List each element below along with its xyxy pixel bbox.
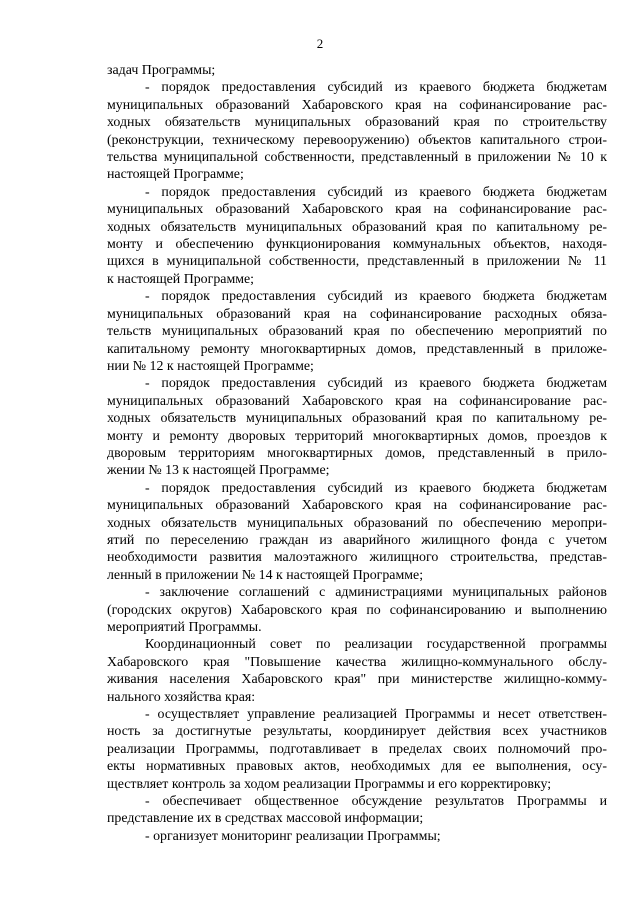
text-line: мероприятий Программы. xyxy=(107,620,262,635)
paragraph-p1 xyxy=(107,79,607,183)
text-line: ходных обязательств муниципальных образований по обеспечению меропри- xyxy=(107,515,607,531)
text-line: - организует мониторинг реализации Программы; xyxy=(145,828,441,844)
page-number: 2 xyxy=(316,36,324,51)
text-line: - порядок предоставления субсидий из краевого бюджета бюджетам xyxy=(145,376,607,392)
paragraph-p6 xyxy=(107,584,607,636)
paragraph-p9 xyxy=(107,793,607,828)
text-line: тельства муниципальной собственности, представленный в приложении № 10 к xyxy=(107,150,607,166)
text-line: - порядок предоставления субсидий из краевого бюджета бюджетам xyxy=(145,289,607,305)
text-line: (городских округов) Хабаровского края по софинансированию и выполнению xyxy=(107,602,607,618)
text-line: задач Программы; xyxy=(107,63,216,78)
text-line: живания населения Хабаровского края" при министерстве жилищно-комму- xyxy=(107,672,607,688)
paragraph-p3 xyxy=(107,288,607,375)
text-line: нального хозяйства края: xyxy=(107,689,256,705)
text-line: ществляет контроль за ходом реализации Программы и его корректировку; xyxy=(107,776,552,792)
text-line: - осуществляет управление реализацией Программы и несет ответствен- xyxy=(145,707,607,723)
paragraph-p5 xyxy=(107,480,607,584)
text-line: - заключение соглашений с администрациями муниципальных районов xyxy=(145,585,607,601)
paragraph-p10 xyxy=(107,828,607,845)
text-line: муниципальных образований Хабаровского края на софинансирование рас- xyxy=(107,498,607,514)
text-line: ность за достигнутые результаты, координирует действия всех участников xyxy=(107,724,607,740)
paragraph-p0 xyxy=(107,62,607,79)
paragraph-p2 xyxy=(107,184,607,288)
text-line: монту и ремонту дворовых территорий многоквартирных домов, проездов к xyxy=(107,428,607,444)
text-line: муниципальных образований Хабаровского края на софинансирование рас- xyxy=(107,393,607,409)
body-text xyxy=(107,62,607,845)
text-line: тельств муниципальных образований края по обеспечению мероприятий по xyxy=(107,324,607,340)
text-line: - обеспечивает общественное обсуждение результатов Программы и xyxy=(145,794,607,810)
text-line: представление их в средствах массовой информации; xyxy=(107,811,424,827)
text-line: нии № 12 к настоящей Программе; xyxy=(107,358,314,374)
text-line: ятий по переселению граждан из аварийного жилищного фонда с учетом xyxy=(107,532,607,548)
text-line: екты нормативных правовых актов, необходимых для ее выполнения, осу- xyxy=(107,759,607,775)
text-line: щихся в муниципальной собственности, представленный в приложении № 11 xyxy=(107,254,607,270)
text-line: ленный в приложении № 14 к настоящей Программе; xyxy=(107,567,424,583)
text-line: необходимости развития малоэтажного жилищного строительства, представ- xyxy=(107,550,607,566)
text-line: ходных обязательств муниципальных образований края по капитальному ре- xyxy=(107,219,607,235)
text-line: - порядок предоставления субсидий из краевого бюджета бюджетам xyxy=(145,480,607,496)
text-line: дворовым территориям многоквартирных домов, представленный в прило- xyxy=(107,445,607,461)
text-line: муниципальных образований края на софинансирование расходных обяза- xyxy=(107,306,607,322)
text-line: реализации Программы, подготавливает в пределах своих полномочий про- xyxy=(107,741,607,757)
text-line: муниципальных образований Хабаровского края на софинансирование рас- xyxy=(107,202,607,218)
text-line: муниципальных образований Хабаровского края на софинансирование рас- xyxy=(107,97,607,113)
text-line: (реконструкции, техническому перевооружению) объектов капитального строи- xyxy=(107,132,607,148)
paragraph-p8 xyxy=(107,706,607,793)
text-line: жении № 13 к настоящей Программе; xyxy=(107,463,330,479)
text-line: - порядок предоставления субсидий из краевого бюджета бюджетам xyxy=(145,80,607,96)
paragraph-p7 xyxy=(107,636,607,706)
text-line: настоящей Программе; xyxy=(107,167,244,183)
text-line: ходных обязательств муниципальных образований края по капитальному ре- xyxy=(107,411,607,427)
text-line: капитальному ремонту многоквартирных домов, представленный в приложе- xyxy=(107,341,607,357)
text-line: монту и обеспечению функционирования коммунальных объектов, находя- xyxy=(107,237,607,253)
text-line: - порядок предоставления субсидий из краевого бюджета бюджетам xyxy=(145,184,607,200)
text-line: к настоящей Программе; xyxy=(107,271,255,287)
text-line: ходных обязательств муниципальных образований края по строительству xyxy=(107,115,607,131)
text-line: Хабаровского края "Повышение качества жилищно-коммунального обслу- xyxy=(107,654,607,670)
paragraph-p4 xyxy=(107,375,607,479)
text-line: Координационный совет по реализации государственной программы xyxy=(145,637,607,653)
